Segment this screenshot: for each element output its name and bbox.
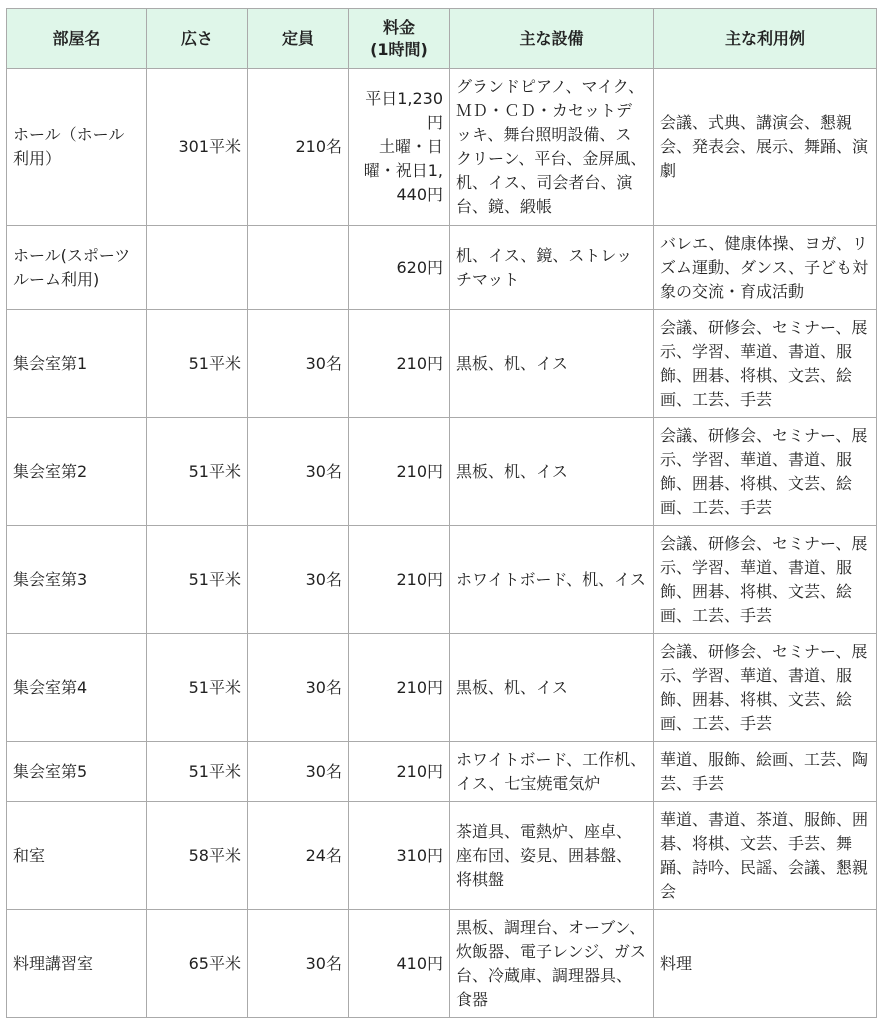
equipment-cell: 机、イス、鏡、ストレッチマット (450, 226, 654, 310)
header-area: 広さ (147, 9, 248, 69)
uses-cell: 華道、書道、茶道、服飾、囲碁、将棋、文芸、手芸、舞踊、詩吟、民謡、会議、懇親会 (654, 802, 877, 910)
fee-value: 210円 (396, 677, 443, 697)
fee-cell (349, 526, 450, 634)
room-name-cell: 料理講習室 (7, 910, 147, 1018)
area-cell: 301平米 (147, 69, 248, 226)
fee-cell (349, 69, 450, 226)
fee-cell (349, 310, 450, 418)
table-row (7, 69, 877, 226)
fee-cell (349, 742, 450, 802)
capacity-cell: 30名 (248, 310, 349, 418)
equipment-cell: グランドピアノ、マイク、ＭＤ・ＣＤ・カセットデッキ、舞台照明設備、スクリーン、平台、金屏風、机、イス、司会者台、演台、鏡、緞帳 (450, 69, 654, 226)
area-cell: 51平米 (147, 418, 248, 526)
header-room-name: 部屋名 (7, 9, 147, 69)
header-row (7, 9, 877, 69)
uses-cell: 会議、研修会、セミナー、展示、学習、華道、書道、服飾、囲碁、将棋、文芸、絵画、工芸、手芸 (654, 418, 877, 526)
room-name-cell: 集会室第2 (7, 418, 147, 526)
uses-cell: 会議、式典、講演会、懇親会、発表会、展示、舞踊、演劇 (654, 69, 877, 226)
fee-value: 平日1,230円 (365, 89, 443, 132)
capacity-cell: 30名 (248, 418, 349, 526)
room-name-cell: 集会室第4 (7, 634, 147, 742)
capacity-cell: 210名 (248, 69, 349, 226)
fee-value: 210円 (396, 569, 443, 589)
table-row (7, 418, 877, 526)
area-cell: 58平米 (147, 802, 248, 910)
area-cell (147, 226, 248, 310)
equipment-cell: 黒板、机、イス (450, 418, 654, 526)
area-cell: 51平米 (147, 742, 248, 802)
header-fee-label: 料金 (382, 17, 415, 37)
table-row (7, 634, 877, 742)
fee-value: 410円 (396, 953, 443, 973)
uses-cell: バレエ、健康体操、ヨガ、リズム運動、ダンス、子ども対象の交流・育成活動 (654, 226, 877, 310)
facilities-table (6, 8, 877, 1018)
table-row (7, 910, 877, 1018)
equipment-cell: 黒板、調理台、オーブン、炊飯器、電子レンジ、ガス台、冷蔵庫、調理器具、食器 (450, 910, 654, 1018)
table-row (7, 226, 877, 310)
table-row (7, 310, 877, 418)
header-uses: 主な利用例 (654, 9, 877, 69)
room-name-cell: 集会室第5 (7, 742, 147, 802)
uses-cell: 華道、服飾、絵画、工芸、陶芸、手芸 (654, 742, 877, 802)
header-equipment: 主な設備 (450, 9, 654, 69)
room-name-cell: 集会室第1 (7, 310, 147, 418)
room-name-cell: ホール（ホール利用） (7, 69, 147, 226)
area-cell: 51平米 (147, 310, 248, 418)
capacity-cell: 30名 (248, 742, 349, 802)
fee-value: 310円 (396, 845, 443, 865)
fee-cell (349, 634, 450, 742)
area-cell: 51平米 (147, 526, 248, 634)
fee-cell (349, 226, 450, 310)
uses-cell: 会議、研修会、セミナー、展示、学習、華道、書道、服飾、囲碁、将棋、文芸、絵画、工芸、手芸 (654, 634, 877, 742)
fee-value: 210円 (396, 761, 443, 781)
capacity-cell: 24名 (248, 802, 349, 910)
uses-cell: 料理 (654, 910, 877, 1018)
table-row (7, 742, 877, 802)
fee-cell (349, 910, 450, 1018)
equipment-cell: ホワイトボード、工作机、イス、七宝焼電気炉 (450, 742, 654, 802)
uses-cell: 会議、研修会、セミナー、展示、学習、華道、書道、服飾、囲碁、将棋、文芸、絵画、工芸、手芸 (654, 310, 877, 418)
fee-value: 210円 (396, 461, 443, 481)
equipment-cell: 黒板、机、イス (450, 310, 654, 418)
uses-cell: 会議、研修会、セミナー、展示、学習、華道、書道、服飾、囲碁、将棋、文芸、絵画、工芸、手芸 (654, 526, 877, 634)
room-name-cell: ホール(スポーツルーム利用) (7, 226, 147, 310)
capacity-cell (248, 226, 349, 310)
fee-cell (349, 802, 450, 910)
fee-value: 620円 (396, 257, 443, 277)
table-row (7, 802, 877, 910)
equipment-cell: 黒板、机、イス (450, 634, 654, 742)
table-body (7, 69, 877, 1018)
table-row (7, 526, 877, 634)
fee-cell (349, 418, 450, 526)
area-cell: 51平米 (147, 634, 248, 742)
fee-value: 210円 (396, 353, 443, 373)
header-fee-unit: (1時間) (370, 39, 428, 59)
equipment-cell: ホワイトボード、机、イス (450, 526, 654, 634)
equipment-cell: 茶道具、電熱炉、座卓、座布団、姿見、囲碁盤、将棋盤 (450, 802, 654, 910)
header-capacity: 定員 (248, 9, 349, 69)
room-name-cell: 集会室第3 (7, 526, 147, 634)
fee-value: 土曜・日曜・祝日1,440円 (363, 137, 443, 204)
room-name-cell: 和室 (7, 802, 147, 910)
capacity-cell: 30名 (248, 910, 349, 1018)
capacity-cell: 30名 (248, 634, 349, 742)
capacity-cell: 30名 (248, 526, 349, 634)
header-fee (349, 9, 450, 69)
area-cell: 65平米 (147, 910, 248, 1018)
